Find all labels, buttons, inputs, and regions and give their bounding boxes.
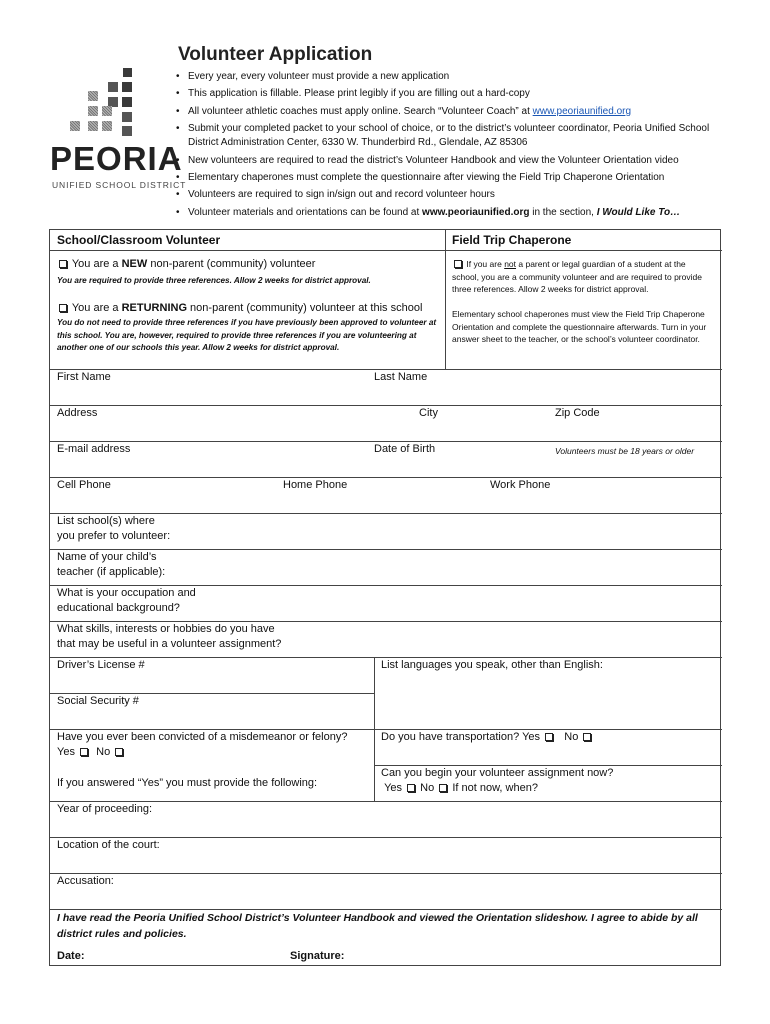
application-form — [49, 229, 721, 966]
new-volunteer-option[interactable]: You are a NEW non-parent (community) volunteer — [57, 257, 315, 272]
preferred-schools-field[interactable]: List school(s) where you prefer to volunteer: — [57, 515, 171, 542]
logo-subtitle: UNIFIED SCHOOL DISTRICT — [52, 180, 187, 190]
first-name-field[interactable]: First Name — [57, 371, 111, 383]
occupation-field[interactable]: What is your occupation and educational background? — [57, 587, 196, 614]
transportation-question: Do you have transportation? Yes No — [381, 730, 593, 745]
checkbox-icon[interactable] — [59, 260, 67, 268]
home-phone-field[interactable]: Home Phone — [283, 479, 348, 491]
checkbox-icon[interactable] — [59, 304, 67, 312]
agreement-statement: I have read the Peoria Unified School District’s Volunteer Handbook and viewed the Orientation slideshow. I agree to abide by all district rules and policies. — [57, 912, 698, 940]
instruction-item: • Every year, every volunteer must provide a new application — [176, 70, 736, 84]
age-requirement-note: Volunteers must be 18 years or older — [555, 446, 695, 456]
start-now-question: Can you begin your volunteer assignment now? Yes No If not now, when? — [381, 767, 614, 794]
signature-field[interactable]: Signature: — [290, 950, 345, 962]
accusation-field[interactable]: Accusation: — [57, 875, 114, 887]
email-field[interactable]: E-mail address — [57, 443, 131, 455]
languages-field[interactable]: List languages you speak, other than English: — [381, 659, 603, 671]
zip-code-field[interactable]: Zip Code — [555, 407, 600, 419]
conviction-followup-label: If you answered “Yes” you must provide the following: — [57, 777, 318, 789]
instruction-item: • This application is fillable. Please print legibly if you are filling out a hard-copy — [176, 87, 736, 101]
conviction-no-checkbox[interactable] — [115, 748, 123, 756]
field-trip-note-1: If you are not a parent or legal guardian of a student at the school, you are a community volunteer and are required to provide three references. Allow 2 weeks for district approval. — [452, 259, 702, 294]
proceeding-year-field[interactable]: Year of proceeding: — [57, 803, 152, 815]
district-website-link[interactable]: www.peoriaunified.org — [532, 105, 632, 117]
date-field[interactable]: Date: — [57, 950, 85, 962]
transport-no-checkbox[interactable] — [583, 733, 591, 741]
instruction-item: • Volunteers are required to sign in/sign out and record volunteer hours — [176, 188, 736, 202]
field-trip-heading: Field Trip Chaperone — [452, 233, 572, 247]
logo-wordmark: PEORIA — [50, 140, 183, 177]
conviction-question: Have you ever been convicted of a misdemeanor or felony? Yes No — [57, 731, 348, 758]
instruction-item: • All volunteer athletic coaches must apply online. Search “Volunteer Coach” at www.peoriaunified.org — [176, 105, 736, 119]
school-volunteer-heading: School/Classroom Volunteer — [57, 233, 221, 247]
child-teacher-field[interactable]: Name of your child’s teacher (if applicable): — [57, 551, 166, 578]
court-location-field[interactable]: Location of the court: — [57, 839, 160, 851]
returning-volunteer-option[interactable]: You are a RETURNING non-parent (community) volunteer at this school — [57, 301, 422, 316]
work-phone-field[interactable]: Work Phone — [490, 479, 551, 491]
transport-yes-checkbox[interactable] — [545, 733, 553, 741]
field-trip-note-2: Elementary school chaperones must view the Field Trip Chaperone Orientation and complete the questionnaire afterwards. Turn in your answer sheet to the teacher, or the school’s volunteer coordinator. — [452, 309, 707, 344]
instruction-item: • New volunteers are required to read the district’s Volunteer Handbook and view the Volunteer Orientation video — [176, 154, 736, 168]
district-logo — [46, 66, 187, 196]
address-field[interactable]: Address — [57, 407, 98, 419]
skills-field[interactable]: What skills, interests or hobbies do you have that may be useful in a volunteer assignment? — [57, 623, 282, 650]
date-of-birth-field[interactable]: Date of Birth — [374, 443, 436, 455]
city-field[interactable]: City — [419, 407, 438, 419]
start-yes-checkbox[interactable] — [407, 784, 415, 792]
instruction-item: • Elementary chaperones must complete the questionnaire after viewing the Field Trip Chaperone Orientation — [176, 171, 736, 185]
instruction-item: • Volunteer materials and orientations can be found at www.peoriaunified.org in the section, I Would Like To… — [176, 206, 736, 220]
cell-phone-field[interactable]: Cell Phone — [57, 479, 111, 491]
start-no-checkbox[interactable] — [439, 784, 447, 792]
conviction-yes-checkbox[interactable] — [80, 748, 88, 756]
social-security-field[interactable]: Social Security # — [57, 695, 139, 707]
instruction-item: • Submit your completed packet to your school of choice, or to the district’s volunteer coordinator, Peoria Unified School District Administration Center, 6330 W. Thunderbird Rd., Glendale, AZ 85306 — [176, 122, 736, 150]
returning-volunteer-note: You do not need to provide three references if you have previously been approved to volunteer at this school. You are, however, required to provide three references if you are volunteering at another one of our schools this year. Allow 2 weeks for district approval. — [57, 318, 437, 353]
new-volunteer-note: You are required to provide three references. Allow 2 weeks for district approval. — [57, 276, 371, 285]
last-name-field[interactable]: Last Name — [374, 371, 428, 383]
drivers-license-field[interactable]: Driver’s License # — [57, 659, 145, 671]
checkbox-icon[interactable] — [454, 260, 462, 268]
page-title: Volunteer Application — [178, 44, 373, 65]
instructions-list — [176, 70, 736, 223]
